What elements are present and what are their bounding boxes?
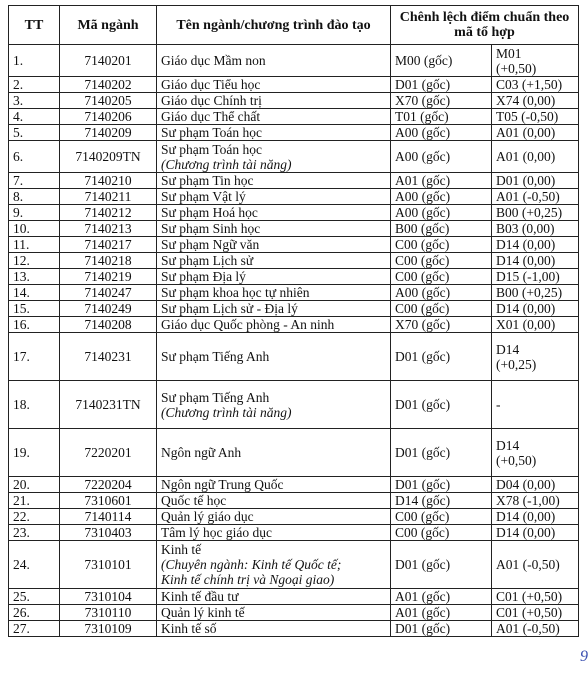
row-tt: 21. — [9, 493, 60, 509]
row-name-text: Sư phạm khoa học tự nhiên — [161, 285, 310, 300]
page-edge-mark: 9 — [580, 648, 588, 665]
row-name-subtitle: (Chương trình tài năng) — [161, 156, 292, 172]
row-base-combination: X70 (gốc) — [391, 317, 492, 333]
row-code: 7140231TN — [60, 381, 157, 429]
row-tt: 27. — [9, 621, 60, 637]
table-row — [9, 429, 579, 477]
row-alt-text: D15 (-1,00) — [496, 269, 560, 284]
row-name — [157, 125, 391, 141]
row-alt-combination — [492, 173, 579, 189]
row-alt-combination — [492, 477, 579, 493]
row-code: 7140218 — [60, 253, 157, 269]
row-code: 7140219 — [60, 269, 157, 285]
row-code: 7140210 — [60, 173, 157, 189]
row-base-combination: M00 (gốc) — [391, 45, 492, 77]
row-tt: 9. — [9, 205, 60, 221]
row-name — [157, 285, 391, 301]
row-tt: 16. — [9, 317, 60, 333]
row-tt: 13. — [9, 269, 60, 285]
row-alt-combination — [492, 621, 579, 637]
table-row — [9, 221, 579, 237]
row-alt-text: C01 (+0,50) — [496, 589, 563, 604]
header-tt: TT — [9, 6, 60, 45]
row-alt-combination — [492, 221, 579, 237]
table-row — [9, 141, 579, 173]
row-name-text: Giáo dục Mầm non — [161, 53, 266, 68]
row-name-text: Kinh tế — [161, 542, 202, 557]
row-alt-text: D14 — [496, 437, 520, 453]
row-tt: 4. — [9, 109, 60, 125]
row-tt: 23. — [9, 525, 60, 541]
row-base-combination: A00 (gốc) — [391, 285, 492, 301]
row-alt-combination — [492, 205, 579, 221]
row-alt-diff: (+0,50) — [496, 452, 537, 468]
header-diff-line2: mã tổ hợp — [454, 25, 515, 40]
row-name-text: Giáo dục Chính trị — [161, 93, 262, 108]
row-code: 7140209TN — [60, 141, 157, 173]
table-row — [9, 285, 579, 301]
row-name — [157, 589, 391, 605]
row-tt: 11. — [9, 237, 60, 253]
row-name — [157, 269, 391, 285]
table-row — [9, 237, 579, 253]
row-alt-text: X74 (0,00) — [496, 93, 556, 108]
row-base-combination: A00 (gốc) — [391, 189, 492, 205]
row-name-text: Sư phạm Vật lý — [161, 189, 246, 204]
row-name-text: Giáo dục Tiểu học — [161, 77, 261, 92]
row-name — [157, 381, 391, 429]
table-row — [9, 205, 579, 221]
row-code: 7140201 — [60, 45, 157, 77]
table-row — [9, 109, 579, 125]
table-body — [9, 45, 579, 637]
row-alt-text: D14 (0,00) — [496, 253, 556, 268]
row-alt-diff: (+0,50) — [496, 60, 537, 76]
row-alt-text: D01 (0,00) — [496, 173, 556, 188]
row-alt-text: X78 (-1,00) — [496, 493, 560, 508]
row-tt: 8. — [9, 189, 60, 205]
row-tt: 6. — [9, 141, 60, 173]
row-tt: 3. — [9, 93, 60, 109]
row-code: 7140114 — [60, 509, 157, 525]
row-name — [157, 605, 391, 621]
row-tt: 25. — [9, 589, 60, 605]
row-base-combination: C00 (gốc) — [391, 269, 492, 285]
row-tt: 12. — [9, 253, 60, 269]
row-alt-text: B00 (+0,25) — [496, 205, 563, 220]
row-code: 7140217 — [60, 237, 157, 253]
row-code: 7140208 — [60, 317, 157, 333]
row-alt-text: B00 (+0,25) — [496, 285, 563, 300]
row-name-text: Sư phạm Toán học — [161, 125, 262, 140]
row-alt-text: X01 (0,00) — [496, 317, 556, 332]
row-tt: 26. — [9, 605, 60, 621]
row-name-text: Kinh tế đầu tư — [161, 589, 239, 604]
row-code: 7310403 — [60, 525, 157, 541]
table-row — [9, 333, 579, 381]
row-name-text: Sư phạm Địa lý — [161, 269, 246, 284]
row-base-combination: D01 (gốc) — [391, 477, 492, 493]
row-base-combination: D01 (gốc) — [391, 77, 492, 93]
row-name-text: Sư phạm Toán học — [161, 141, 262, 157]
row-alt-text: D14 (0,00) — [496, 301, 556, 316]
row-base-combination: D14 (gốc) — [391, 493, 492, 509]
table-row — [9, 589, 579, 605]
row-alt-text: T05 (-0,50) — [496, 109, 559, 124]
row-name — [157, 525, 391, 541]
row-name-text: Ngôn ngữ Trung Quốc — [161, 477, 284, 492]
row-base-combination: C00 (gốc) — [391, 301, 492, 317]
header-diff-line1: Chênh lệch điểm chuẩn theo — [399, 10, 570, 25]
row-alt-combination — [492, 269, 579, 285]
row-tt: 24. — [9, 541, 60, 589]
row-name-text: Quản lý kinh tế — [161, 605, 245, 620]
table-row — [9, 477, 579, 493]
row-alt-text: - — [496, 397, 501, 412]
row-alt-combination — [492, 509, 579, 525]
row-base-combination: B00 (gốc) — [391, 221, 492, 237]
admission-score-table — [8, 5, 579, 637]
table-row — [9, 525, 579, 541]
row-alt-combination — [492, 605, 579, 621]
row-name — [157, 621, 391, 637]
row-name-text: Quản lý giáo dục — [161, 509, 254, 524]
row-base-combination: A01 (gốc) — [391, 589, 492, 605]
row-name-text: Giáo dục Thể chất — [161, 109, 261, 124]
row-tt: 20. — [9, 477, 60, 493]
row-alt-text: D14 (0,00) — [496, 237, 556, 252]
row-alt-text: A01 (0,00) — [496, 149, 556, 164]
row-alt-text: A01 (-0,50) — [496, 621, 560, 636]
row-alt-text: D04 (0,00) — [496, 477, 556, 492]
row-code: 7140205 — [60, 93, 157, 109]
row-name — [157, 173, 391, 189]
row-name — [157, 221, 391, 237]
row-code: 7310104 — [60, 589, 157, 605]
row-name-text: Quốc tế học — [161, 493, 227, 508]
row-code: 7140247 — [60, 285, 157, 301]
row-base-combination: C00 (gốc) — [391, 237, 492, 253]
row-name-text: Kinh tế số — [161, 621, 217, 636]
row-name — [157, 77, 391, 93]
table-row — [9, 253, 579, 269]
row-alt-text: A01 (-0,50) — [496, 557, 560, 572]
row-base-combination: D01 (gốc) — [391, 381, 492, 429]
row-name-subtitle-2: Kinh tế chính trị và Ngoại giao) — [161, 572, 335, 587]
row-base-combination: C00 (gốc) — [391, 509, 492, 525]
table-row — [9, 189, 579, 205]
row-tt: 10. — [9, 221, 60, 237]
row-base-combination: A01 (gốc) — [391, 173, 492, 189]
row-alt-text: A01 (-0,50) — [496, 189, 560, 204]
row-name-subtitle: (Chuyên ngành: Kinh tế Quốc tế; — [161, 557, 342, 572]
row-name — [157, 45, 391, 77]
row-alt-combination — [492, 333, 579, 381]
row-name — [157, 317, 391, 333]
row-name — [157, 301, 391, 317]
row-code: 7140206 — [60, 109, 157, 125]
row-tt: 19. — [9, 429, 60, 477]
row-alt-text: B03 (0,00) — [496, 221, 555, 236]
row-name-text: Sư phạm Tiếng Anh — [161, 349, 270, 364]
row-alt-combination — [492, 381, 579, 429]
row-name — [157, 189, 391, 205]
row-name — [157, 429, 391, 477]
row-tt: 14. — [9, 285, 60, 301]
row-name — [157, 333, 391, 381]
row-alt-text: C03 (+1,50) — [496, 77, 563, 92]
table-row — [9, 93, 579, 109]
row-name-text: Sư phạm Sinh học — [161, 221, 261, 236]
row-name — [157, 493, 391, 509]
row-code: 7140209 — [60, 125, 157, 141]
header-diff — [391, 6, 579, 45]
row-alt-combination — [492, 493, 579, 509]
row-tt: 1. — [9, 45, 60, 77]
table-row — [9, 77, 579, 93]
table-row — [9, 541, 579, 589]
row-alt-combination — [492, 589, 579, 605]
row-base-combination: D01 (gốc) — [391, 541, 492, 589]
row-alt-combination — [492, 301, 579, 317]
row-alt-combination — [492, 525, 579, 541]
row-base-combination: D01 (gốc) — [391, 621, 492, 637]
row-alt-combination — [492, 141, 579, 173]
row-code: 7220201 — [60, 429, 157, 477]
row-name-text: Sư phạm Lịch sử — [161, 253, 254, 268]
row-name-text: Sư phạm Lịch sử - Địa lý — [161, 301, 298, 316]
row-code: 7140249 — [60, 301, 157, 317]
row-code: 7140212 — [60, 205, 157, 221]
row-alt-text: C01 (+0,50) — [496, 605, 563, 620]
row-alt-text: D14 (0,00) — [496, 509, 556, 524]
row-code: 7310109 — [60, 621, 157, 637]
table-row — [9, 45, 579, 77]
row-name-subtitle: (Chương trình tài năng) — [161, 404, 292, 420]
row-name — [157, 237, 391, 253]
row-code: 7140213 — [60, 221, 157, 237]
row-alt-combination — [492, 237, 579, 253]
row-alt-combination — [492, 189, 579, 205]
header-code: Mã ngành — [60, 6, 157, 45]
row-name — [157, 477, 391, 493]
row-name — [157, 509, 391, 525]
row-code: 7220204 — [60, 477, 157, 493]
row-tt: 18. — [9, 381, 60, 429]
row-name-text: Sư phạm Ngữ văn — [161, 237, 260, 252]
row-alt-combination — [492, 285, 579, 301]
row-name — [157, 109, 391, 125]
row-alt-combination — [492, 253, 579, 269]
row-alt-text: A01 (0,00) — [496, 125, 556, 140]
row-code: 7310601 — [60, 493, 157, 509]
row-base-combination: A01 (gốc) — [391, 605, 492, 621]
row-code: 7140202 — [60, 77, 157, 93]
row-alt-combination — [492, 541, 579, 589]
row-code: 7140231 — [60, 333, 157, 381]
row-tt: 17. — [9, 333, 60, 381]
row-tt: 22. — [9, 509, 60, 525]
row-alt-combination — [492, 45, 579, 77]
row-base-combination: C00 (gốc) — [391, 253, 492, 269]
row-alt-text: M01 — [496, 45, 522, 61]
row-name — [157, 253, 391, 269]
row-alt-combination — [492, 429, 579, 477]
row-base-combination: A00 (gốc) — [391, 141, 492, 173]
table-row — [9, 173, 579, 189]
row-base-combination: C00 (gốc) — [391, 525, 492, 541]
table-row — [9, 621, 579, 637]
row-base-combination: T01 (gốc) — [391, 109, 492, 125]
table-row — [9, 317, 579, 333]
table-row — [9, 301, 579, 317]
row-base-combination: A00 (gốc) — [391, 125, 492, 141]
row-alt-text: D14 — [496, 341, 520, 357]
table-row — [9, 269, 579, 285]
row-code: 7310110 — [60, 605, 157, 621]
row-name — [157, 93, 391, 109]
table-row — [9, 493, 579, 509]
row-alt-text: D14 (0,00) — [496, 525, 556, 540]
table-row — [9, 125, 579, 141]
table-row — [9, 509, 579, 525]
row-base-combination: X70 (gốc) — [391, 93, 492, 109]
row-base-combination: D01 (gốc) — [391, 429, 492, 477]
row-alt-combination — [492, 109, 579, 125]
header-name: Tên ngành/chương trình đào tạo — [157, 6, 391, 45]
row-tt: 5. — [9, 125, 60, 141]
row-base-combination: A00 (gốc) — [391, 205, 492, 221]
row-name — [157, 141, 391, 173]
row-code: 7310101 — [60, 541, 157, 589]
row-base-combination: D01 (gốc) — [391, 333, 492, 381]
table-row — [9, 381, 579, 429]
row-tt: 7. — [9, 173, 60, 189]
table-header-row — [9, 6, 579, 45]
row-name — [157, 541, 391, 589]
row-name-text: Sư phạm Tin học — [161, 173, 254, 188]
table-row — [9, 605, 579, 621]
row-alt-combination — [492, 77, 579, 93]
row-alt-combination — [492, 317, 579, 333]
row-tt: 15. — [9, 301, 60, 317]
row-name — [157, 205, 391, 221]
row-name-text: Giáo dục Quốc phòng - An ninh — [161, 317, 335, 332]
row-name-text: Tâm lý học giáo dục — [161, 525, 272, 540]
row-name-text: Sư phạm Tiếng Anh — [161, 389, 270, 405]
row-alt-combination — [492, 93, 579, 109]
row-tt: 2. — [9, 77, 60, 93]
row-name-text: Sư phạm Hoá học — [161, 205, 258, 220]
row-alt-diff: (+0,25) — [496, 356, 537, 372]
row-alt-combination — [492, 125, 579, 141]
row-name-text: Ngôn ngữ Anh — [161, 445, 242, 460]
row-code: 7140211 — [60, 189, 157, 205]
